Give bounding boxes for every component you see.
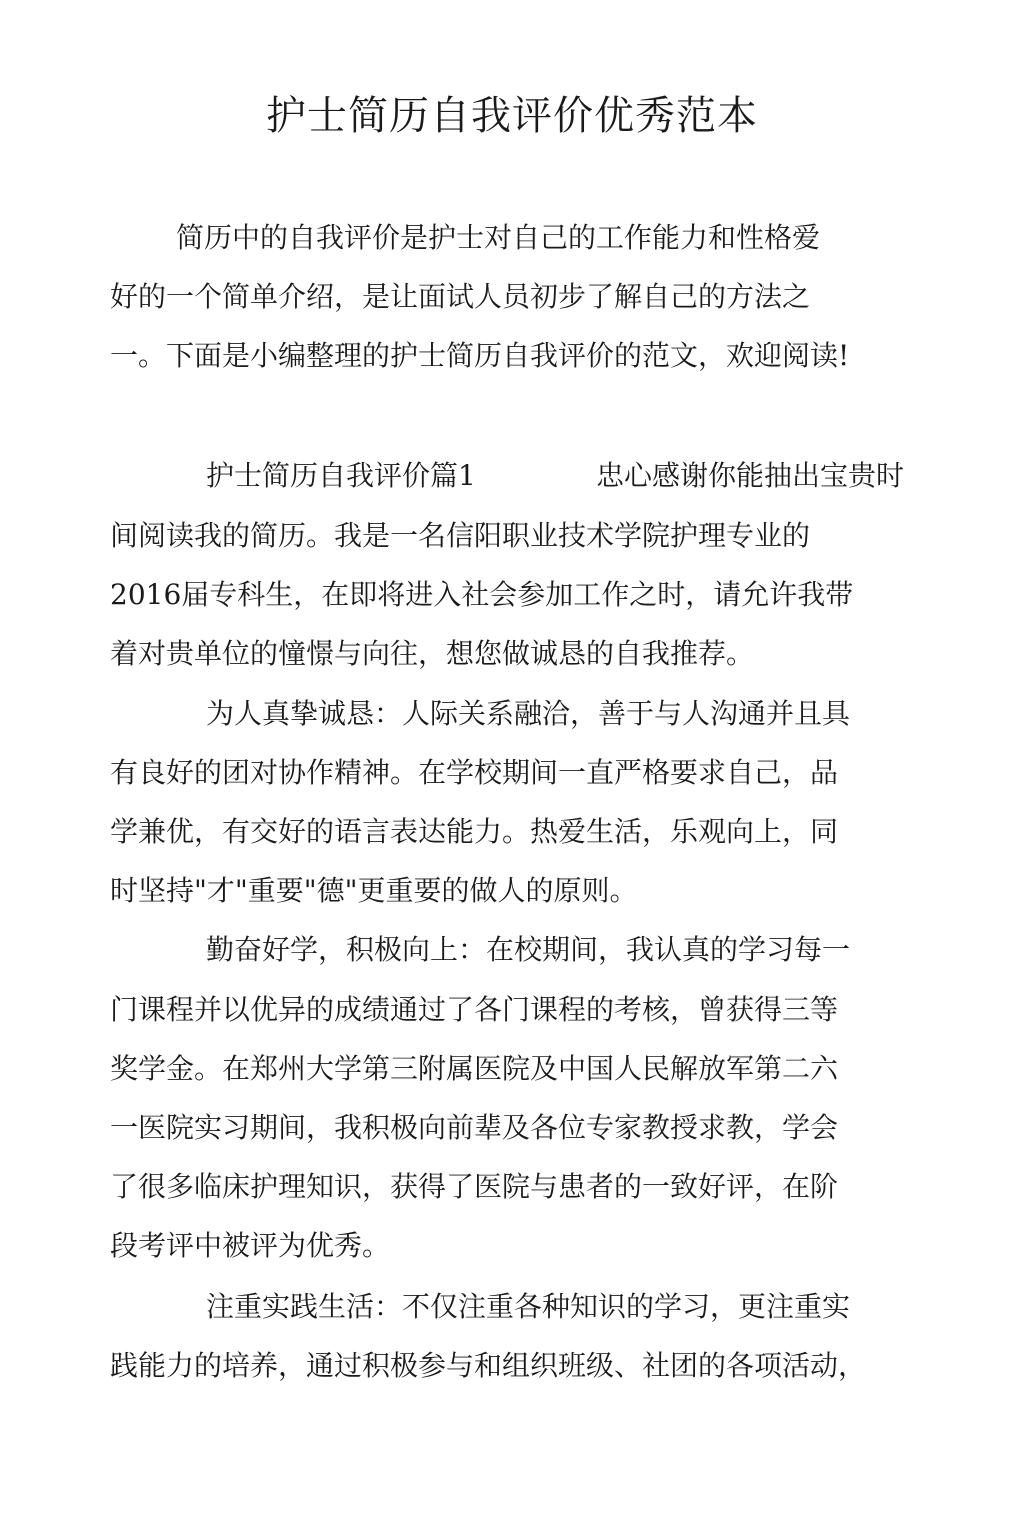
body-line: 门课程并以优异的成绩通过了各门课程的考核，曾获得三等 [110, 993, 839, 1026]
body-line: 段考评中被评为优秀。 [110, 1229, 391, 1262]
body-line: 践能力的培养，通过积极参与和组织班级、社团的各项活动， [110, 1349, 867, 1382]
document-title: 护士简历自我评价优秀范本 [266, 93, 758, 139]
body-line: 了很多临床护理知识，获得了医院与患者的一致好评，在阶 [110, 1170, 839, 1203]
section-heading-tail: 忠心感谢你能抽出宝贵时 [596, 459, 905, 492]
section-heading: 护士简历自我评价篇1 [206, 459, 476, 492]
body-line: 有良好的团对协作精神。在学校期间一直严格要求自己，品 [110, 756, 839, 789]
body-line: 间阅读我的简历。我是一名信阳职业技术学院护理专业的 [110, 519, 811, 552]
body-line: 学兼优，有交好的语言表达能力。热爱生活，乐观向上，同 [110, 815, 839, 848]
intro-line: 一。下面是小编整理的护士简历自我评价的范文，欢迎阅读! [110, 339, 850, 372]
body-line: 2016届专科生，在即将进入社会参加工作之时，请允许我带 [110, 578, 854, 611]
body-line: 注重实践生活：不仅注重各种知识的学习，更注重实 [206, 1290, 851, 1323]
body-line: 一医院实习期间，我积极向前辈及各位专家教授求教，学会 [110, 1111, 839, 1144]
body-line: 奖学金。在郑州大学第三附属医院及中国人民解放军第二六 [110, 1052, 839, 1085]
intro-line: 好的一个简单介绍，是让面试人员初步了解自己的方法之 [110, 280, 811, 313]
body-line: 时坚持"才"重要"德"更重要的做人的原则。 [110, 874, 638, 907]
body-line: 着对贵单位的憧憬与向往，想您做诚恳的自我推荐。 [110, 637, 755, 670]
intro-line: 简历中的自我评价是护士对自己的工作能力和性格爱 [176, 221, 821, 254]
body-line: 为人真挚诚恳：人际关系融洽，善于与人沟通并且具 [206, 697, 851, 730]
body-line: 勤奋好学，积极向上：在校期间，我认真的学习每一 [206, 933, 851, 966]
